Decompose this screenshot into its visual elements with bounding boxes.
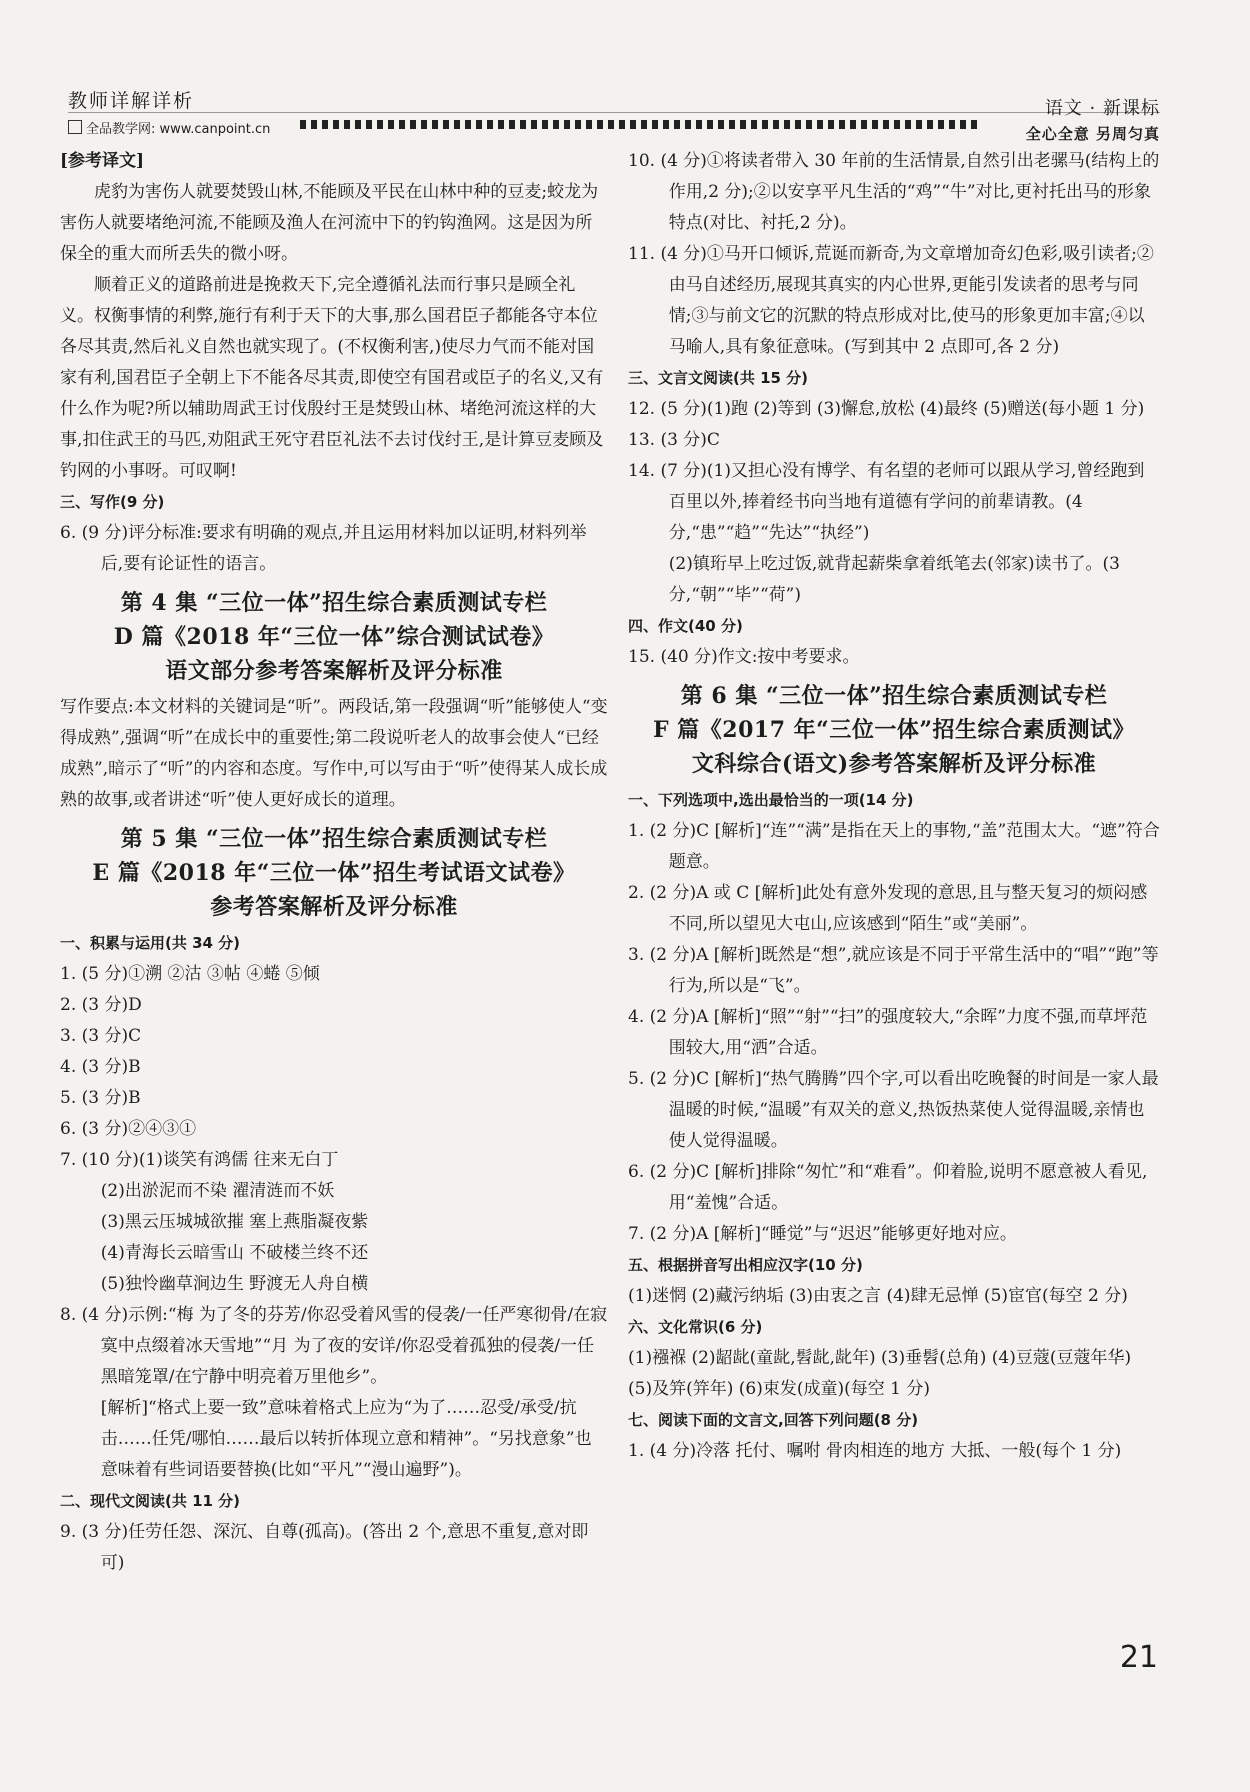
answer-paragraph: 虎豹为害伤人就要焚毁山林,不能顾及平民在山林中种的豆麦;蛟龙为害伤人就要堵绝河流,不能顾及渔人在河流中下的钓钩渔网。这是因为所保全的重大而所丢失的微小呀。	[60, 182, 599, 264]
answer-paragraph: [解析]“格式上要一致”意味着格式上应为“为了……忍受/承受/抗击……任凭/哪怕……最后以转折体现立意和精神”。“另找意象”也意味着有些词语要替换(比如“平凡”“漫山遍野”)。	[100, 1398, 592, 1480]
answer-paragraph: 6. (2 分)C [解析]排除“匆忙”和“难看”。仰着脸,说明不愿意被人看见,用“羞愧”合适。	[628, 1162, 1148, 1213]
answer-paragraph: 5. (3 分)B	[60, 1088, 141, 1108]
section-heading-line: 第 4 集 “三位一体”招生综合素质测试专栏	[120, 590, 548, 616]
answer-paragraph: 11. (4 分)①马开口倾诉,荒诞而新奇,为文章增加奇幻色彩,吸引读者;②由马自述经历,展现其真实的内心世界,更能引发读者的思考与同情;③与前文它的沉默的特点形成对比,使马的形象更加丰富;④以马喻人,具有象征意味。(写到其中 2 点即可,各 2 分)	[628, 244, 1154, 357]
answer-paragraph: 3. (3 分)C	[60, 1026, 142, 1046]
section-heading-line: 语文部分参考答案解析及评分标准	[165, 658, 503, 684]
section-heading	[60, 586, 608, 688]
right-column	[628, 146, 1160, 1467]
answer-paragraph: (4)青海长云暗雪山 不破楼兰终不还	[100, 1243, 369, 1263]
section-heading-line: E 篇《2018 年“三位一体”招生考试语文试卷》	[92, 860, 576, 886]
header-right-title: 语文 · 新课标	[1044, 98, 1160, 119]
answer-paragraph: 15. (40 分)作文:按中考要求。	[628, 647, 860, 667]
part-heading: 三、文言文阅读(共 15 分)	[628, 369, 809, 387]
answer-paragraph: 1. (2 分)C [解析]“连”“满”是指在天上的事物,“盖”范围太大。“遮”符合题意。	[628, 821, 1160, 872]
answer-paragraph: 7. (10 分)(1)谈笑有鸿儒 往来无白丁	[60, 1150, 339, 1170]
answer-paragraph: 8. (4 分)示例:“梅 为了冬的芬芳/你忍受着风雪的侵袭/一任严寒彻骨/在寂寞中点缀着冰天雪地”“月 为了夜的安详/你忍受着孤独的侵袭/一任黑暗笼罩/在宁静中明亮着万里他乡”。	[60, 1305, 608, 1387]
answer-paragraph: 1. (5 分)①溯 ②沽 ③帖 ④蜷 ⑤倾	[60, 964, 320, 984]
header-dash-bar	[300, 120, 980, 129]
section-heading-line: 文科综合(语文)参考答案解析及评分标准	[691, 751, 1097, 777]
answer-paragraph: 7. (2 分)A [解析]“睡觉”与“迟迟”能够更好地对应。	[628, 1224, 1017, 1244]
answer-paragraph: (3)黑云压城城欲摧 塞上燕脂凝夜紫	[100, 1212, 369, 1232]
answer-paragraph: (2)出淤泥而不染 濯清涟而不妖	[100, 1181, 335, 1201]
section-heading-line: 参考答案解析及评分标准	[210, 894, 458, 920]
answer-paragraph: 5. (2 分)C [解析]“热气腾腾”四个字,可以看出吃晚餐的时间是一家人最温暖的时候,“温暖”有双关的意义,热饭热菜使人觉得温暖,亲情也使人觉得温暖。	[628, 1069, 1159, 1151]
header-site-text: 全品教学网: www.canpoint.cn	[86, 122, 271, 137]
answer-paragraph: 2. (2 分)A 或 C [解析]此处有意外发现的意思,且与整天复习的烦闷感不同,所以望见大屯山,应该感到“陌生”或“美丽”。	[628, 883, 1148, 934]
section-heading-line: D 篇《2018 年“三位一体”综合测试试卷》	[113, 624, 555, 650]
part-heading: 六、文化常识(6 分)	[628, 1318, 763, 1336]
answer-paragraph: 6. (9 分)评分标准:要求有明确的观点,并且运用材料加以证明,材料列举后,要有论证性的语言。	[60, 523, 587, 574]
logo-icon	[68, 120, 82, 134]
answer-paragraph: 顺着正义的道路前进是挽救天下,完全遵循礼法而行事只是顾全礼义。权衡事情的利弊,施行有利于天下的大事,那么国君臣子都能各守本位各尽其责,然后礼义自然也就实现了。(不权衡利害,)使尽力气而不能对国家有利,国君臣子全朝上下不能各尽其责,即使空有国君或臣子的名义,又有什么作为呢?所以辅助周武王讨伐殷纣王是焚毁山林、堵绝河流这样的大事,扣住武王的马匹,劝阻武王死守君臣礼法不去讨伐纣王,是计算豆麦顾及钓网的小事呀。可叹啊!	[60, 275, 604, 481]
header-left-title: 教师详解详析	[68, 90, 195, 112]
answer-paragraph: 9. (3 分)任劳任怨、深沉、自尊(孤高)。(答出 2 个,意思不重复,意对即可)	[60, 1522, 589, 1573]
answer-paragraph: [参考译文]	[60, 151, 145, 171]
section-heading-line: 第 6 集 “三位一体”招生综合素质测试专栏	[680, 683, 1108, 709]
part-heading: 四、作文(40 分)	[628, 617, 743, 635]
part-heading: 一、下列选项中,选出最恰当的一项(14 分)	[628, 791, 914, 809]
section-heading	[628, 679, 1160, 781]
answer-paragraph: 2. (3 分)D	[60, 995, 142, 1015]
section-heading-line: 第 5 集 “三位一体”招生综合素质测试专栏	[120, 826, 548, 852]
answer-paragraph: 写作要点:本文材料的关键词是“听”。两段话,第一段强调“听”能够使人“变得成熟”,强调“听”在成长中的重要性;第二段说听老人的故事会使人“已经成熟”,暗示了“听”的内容和态度。写作中,可以写由于“听”使得某人成长成熟的故事,或者讲述“听”使人更好成长的道理。	[60, 697, 608, 810]
answer-paragraph: 4. (3 分)B	[60, 1057, 141, 1077]
answer-paragraph: 4. (2 分)A [解析]“照”“射”“扫”的强度较大,“余晖”力度不强,而草坪范围较大,用“洒”合适。	[628, 1007, 1148, 1058]
answer-paragraph: (2)镇珩早上吃过饭,就背起薪柴拿着纸笔去(邻家)读书了。(3 分,“朝”“毕”“荷”)	[668, 554, 1120, 605]
header-rule	[68, 112, 1160, 113]
part-heading: 一、积累与运用(共 34 分)	[60, 934, 241, 952]
answer-paragraph: (5)独怜幽草涧边生 野渡无人舟自横	[100, 1274, 369, 1294]
section-heading	[60, 822, 608, 924]
answer-paragraph: 6. (3 分)②④③①	[60, 1119, 197, 1139]
left-column	[60, 146, 608, 1579]
header-site	[68, 118, 270, 137]
page-number: 21	[1119, 1640, 1158, 1675]
answer-paragraph: 12. (5 分)(1)跑 (2)等到 (3)懈怠,放松 (4)最终 (5)赠送(每小题 1 分)	[628, 399, 1145, 419]
answer-paragraph: 10. (4 分)①将读者带入 30 年前的生活情景,自然引出老骡马(结构上的作用,2 分);②以安享平凡生活的“鸡”“牛”对比,更衬托出马的形象特点(对比、衬托,2 分)。	[628, 151, 1160, 233]
answer-paragraph: 1. (4 分)冷落 托付、嘱咐 骨肉相连的地方 大抵、一般(每个 1 分)	[628, 1441, 1122, 1461]
part-heading: 七、阅读下面的文言文,回答下列问题(8 分)	[628, 1411, 919, 1429]
header-slogan: 全心全意 另周匀真	[1025, 125, 1160, 143]
part-heading: 五、根据拼音写出相应汉字(10 分)	[628, 1256, 863, 1274]
part-heading: 二、现代文阅读(共 11 分)	[60, 1492, 241, 1510]
section-heading-line: F 篇《2017 年“三位一体”招生综合素质测试》	[653, 717, 1135, 743]
answer-paragraph: 3. (2 分)A [解析]既然是“想”,就应该是不同于平常生活中的“唱”“跑”等行为,所以是“飞”。	[628, 945, 1159, 996]
answer-paragraph: (1)襁褓 (2)龆龀(童龀,髫龀,龀年) (3)垂髫(总角) (4)豆蔻(豆蔻年华) (5)及笄(笄年) (6)束发(成童)(每空 1 分)	[628, 1348, 1132, 1399]
answer-paragraph: 13. (3 分)C	[628, 430, 720, 450]
part-heading: 三、写作(9 分)	[60, 493, 165, 511]
answer-paragraph: 14. (7 分)(1)又担心没有博学、有名望的老师可以跟从学习,曾经跑到百里以外,捧着经书向当地有道德有学问的前辈请教。(4 分,“患”“趋”“先达”“执经”)	[628, 461, 1145, 543]
answer-paragraph: (1)迷惘 (2)藏污纳垢 (3)由衷之言 (4)肆无忌惮 (5)宦官(每空 2 分)	[628, 1286, 1128, 1306]
